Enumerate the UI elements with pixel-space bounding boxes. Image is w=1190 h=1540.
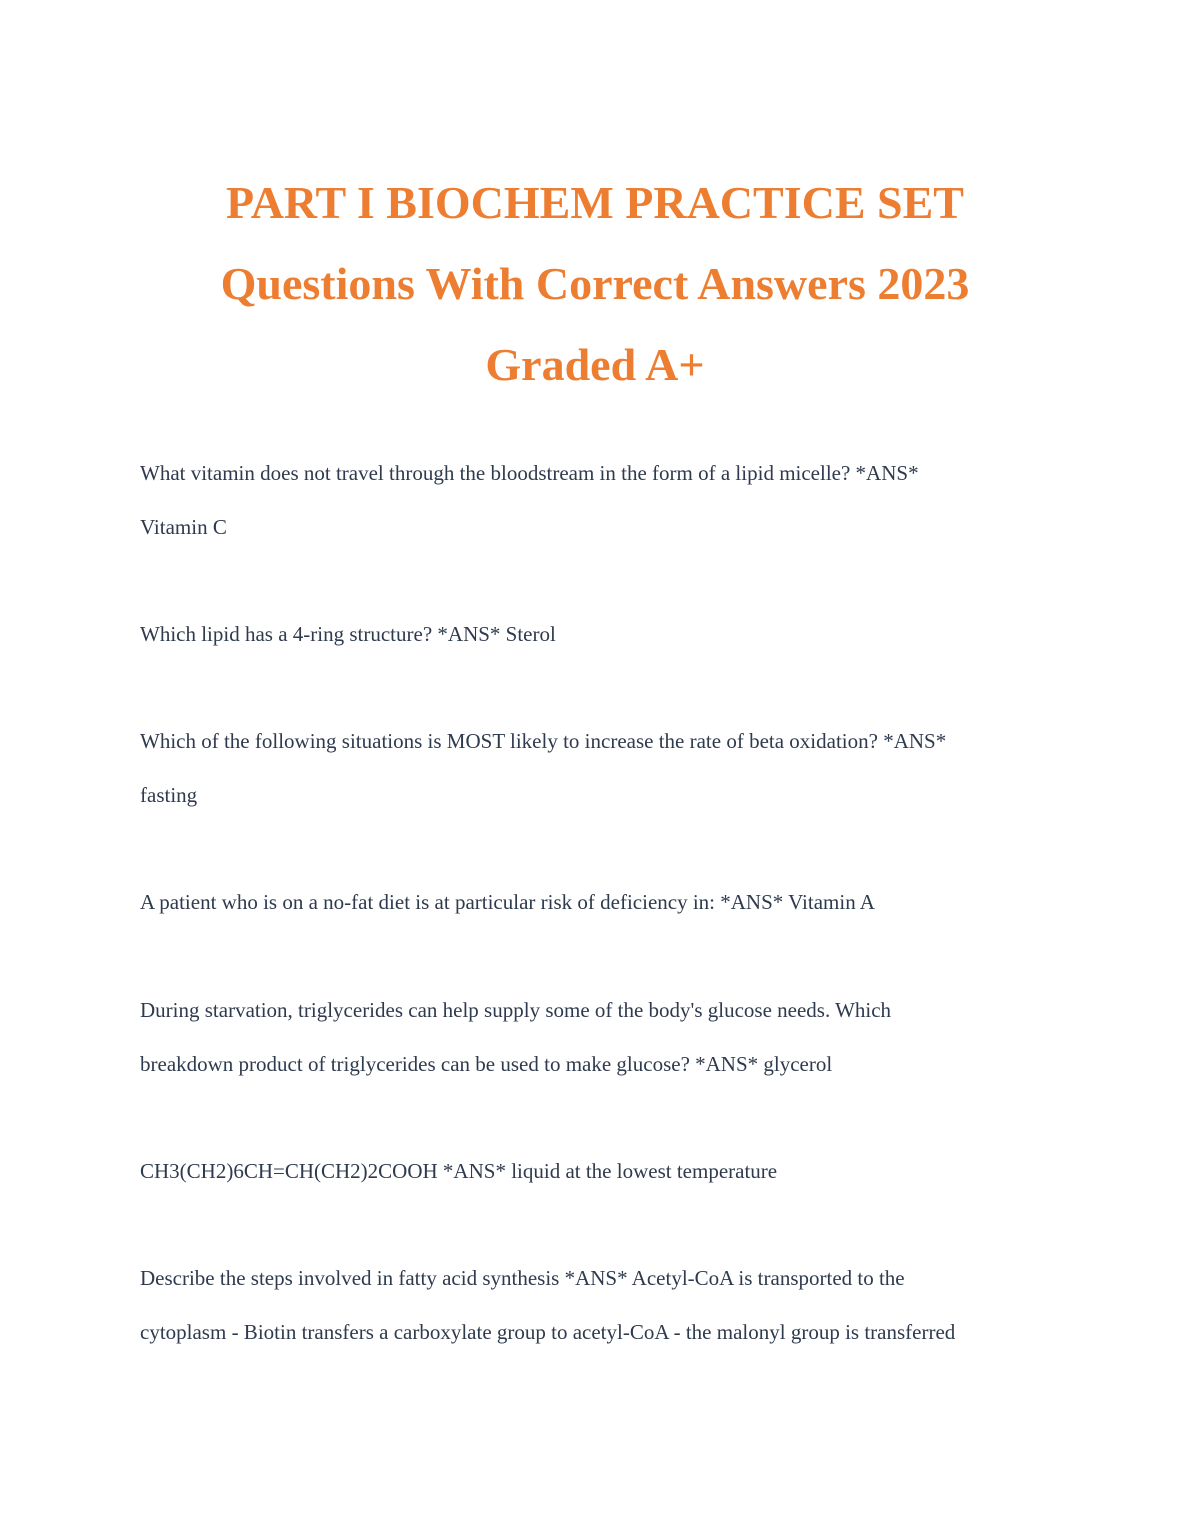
qa-item-starvation-triglycerides [140, 983, 1070, 1091]
qa-item-vitamin-micelle [140, 446, 1070, 554]
qa-item-lipid-ring [140, 607, 1070, 661]
qa-text-line: Vitamin C [140, 515, 227, 539]
qa-text-line: Which lipid has a 4-ring structure? *ANS* Sterol [140, 622, 556, 646]
qa-text-line: Which of the following situations is MOST likely to increase the rate of beta oxidation? *ANS* [140, 729, 947, 753]
qa-item-beta-oxidation [140, 714, 1070, 822]
qa-item-no-fat-diet [140, 875, 1070, 929]
qa-item-fatty-acid-formula [140, 1144, 1070, 1198]
qa-text-line: fasting [140, 783, 198, 807]
qa-text-line: Describe the steps involved in fatty acid synthesis *ANS* Acetyl-CoA is transported to the [140, 1266, 905, 1290]
qa-item-fatty-acid-synthesis [140, 1251, 1070, 1359]
title-line-3: Graded A+ [485, 339, 705, 390]
qa-text-line: What vitamin does not travel through the bloodstream in the form of a lipid micelle? *ANS* [140, 461, 919, 485]
qa-text-line: During starvation, triglycerides can help supply some of the body's glucose needs. Which [140, 998, 892, 1022]
qa-text-line: breakdown product of triglycerides can be used to make glucose? *ANS* glycerol [140, 1052, 833, 1076]
title-line-1: PART I BIOCHEM PRACTICE SET [226, 177, 964, 228]
qa-text-line: A patient who is on a no-fat diet is at particular risk of deficiency in: *ANS* Vitamin A [140, 890, 875, 914]
qa-text-line: cytoplasm - Biotin transfers a carboxylate group to acetyl-CoA - the malonyl group is transferred [140, 1320, 956, 1344]
title-line-2: Questions With Correct Answers 2023 [220, 258, 970, 309]
qa-text-line: CH3(CH2)6CH=CH(CH2)2COOH *ANS* liquid at the lowest temperature [140, 1159, 778, 1183]
document-title [0, 162, 1190, 405]
